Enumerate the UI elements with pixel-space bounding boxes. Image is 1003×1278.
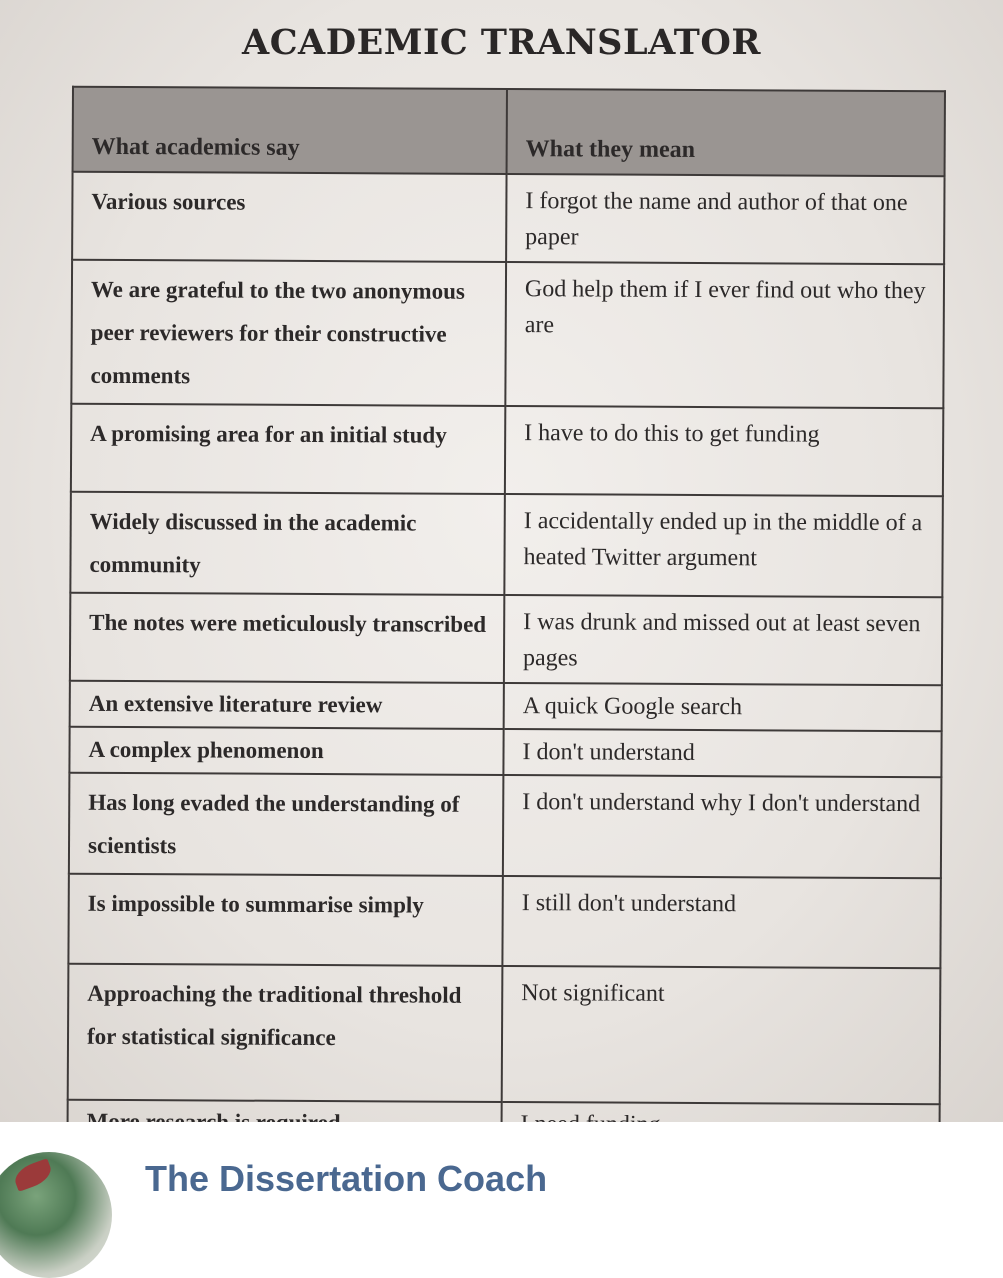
say-cell: Approaching the traditional threshold for statistical significance bbox=[68, 964, 503, 1102]
profile-avatar-icon[interactable] bbox=[0, 1152, 112, 1278]
translator-table-wrapper bbox=[66, 86, 944, 1150]
say-cell: Is impossible to summarise simply bbox=[68, 874, 502, 966]
say-cell: The notes were meticulously transcribed bbox=[70, 593, 504, 683]
say-cell: Widely discussed in the academic community bbox=[70, 492, 505, 595]
mean-cell: I still don't understand bbox=[502, 876, 940, 968]
mean-cell: Not significant bbox=[502, 966, 941, 1104]
table-row bbox=[69, 727, 941, 778]
table-row bbox=[71, 404, 943, 497]
say-cell: Various sources bbox=[72, 172, 506, 262]
mean-cell: I was drunk and missed out at least seven pages bbox=[504, 595, 942, 685]
table-row bbox=[72, 172, 944, 265]
mean-cell: I don't understand why I don't understand bbox=[503, 775, 942, 878]
channel-name-link[interactable]: The Dissertation Coach bbox=[145, 1158, 548, 1199]
say-cell: We are grateful to the two anonymous peer reviewers for their constructive comments bbox=[71, 260, 506, 406]
say-cell: A promising area for an initial study bbox=[71, 404, 505, 494]
say-cell: An extensive literature review bbox=[70, 681, 504, 729]
page-title: ACADEMIC TRANSLATOR bbox=[242, 22, 761, 63]
table-row bbox=[71, 260, 944, 409]
say-cell: Has long evaded the understanding of scientists bbox=[69, 773, 504, 876]
mean-cell: God help them if I ever find out who they are bbox=[505, 262, 944, 408]
translator-table bbox=[66, 86, 946, 1150]
post-footer bbox=[0, 1122, 1003, 1200]
table-row bbox=[69, 773, 942, 879]
mean-cell: A quick Google search bbox=[504, 683, 942, 731]
table-row bbox=[70, 681, 942, 732]
column-header-say: What academics say bbox=[73, 87, 507, 174]
mean-cell: I don't understand bbox=[503, 729, 941, 777]
table-row bbox=[68, 964, 941, 1105]
table-row bbox=[68, 874, 940, 969]
table-row bbox=[70, 593, 942, 686]
table-header-row bbox=[73, 87, 945, 177]
mean-cell: I forgot the name and author of that one paper bbox=[506, 174, 944, 264]
column-header-mean: What they mean bbox=[507, 89, 945, 176]
avatar-leaf-shape bbox=[11, 1158, 54, 1192]
table-row bbox=[70, 492, 943, 598]
say-cell: A complex phenomenon bbox=[69, 727, 503, 775]
mean-cell: I accidentally ended up in the middle of a heated Twitter argument bbox=[504, 494, 943, 597]
mean-cell: I have to do this to get funding bbox=[505, 406, 943, 496]
